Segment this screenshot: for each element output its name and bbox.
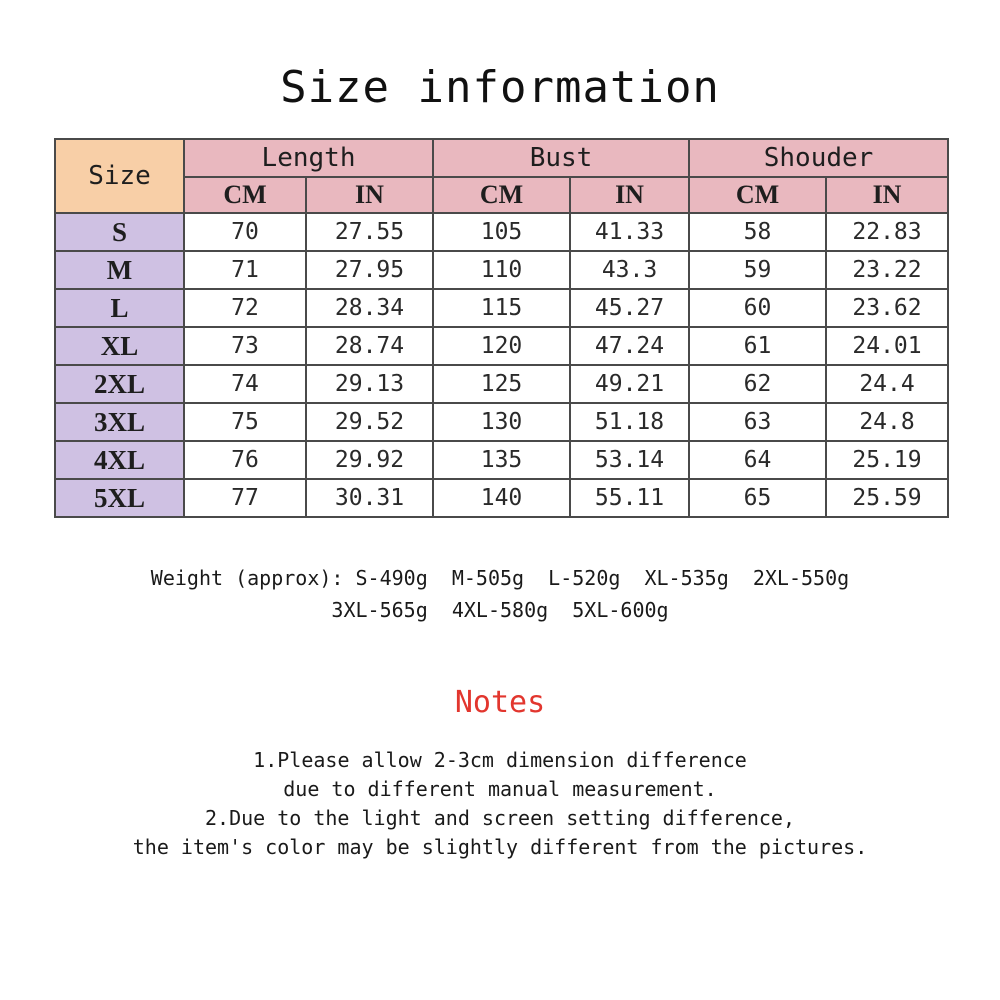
table-cell: 70	[184, 213, 306, 251]
table-cell: 43.3	[570, 251, 689, 289]
table-cell: 115	[433, 289, 570, 327]
unit-header: CM	[184, 177, 306, 213]
table-cell: 74	[184, 365, 306, 403]
table-cell: 47.24	[570, 327, 689, 365]
table-cell: 23.62	[826, 289, 948, 327]
unit-header: IN	[306, 177, 433, 213]
table-cell: 27.55	[306, 213, 433, 251]
table-cell: 77	[184, 479, 306, 517]
note-line: 2.Due to the light and screen setting difference,	[204, 806, 795, 830]
size-column-header: Size	[55, 139, 184, 213]
shoulder-header: Shouder	[689, 139, 948, 177]
unit-header: IN	[826, 177, 948, 213]
length-header: Length	[184, 139, 433, 177]
table-row	[55, 251, 948, 289]
table-cell: 140	[433, 479, 570, 517]
table-cell: 75	[184, 403, 306, 441]
table-cell: 59	[689, 251, 826, 289]
size-label: L	[55, 289, 184, 327]
size-chart	[54, 138, 948, 518]
table-cell: 76	[184, 441, 306, 479]
table-cell: 29.13	[306, 365, 433, 403]
table-row	[55, 441, 948, 479]
table-cell: 58	[689, 213, 826, 251]
table-cell: 105	[433, 213, 570, 251]
table-cell: 24.01	[826, 327, 948, 365]
unit-header: CM	[433, 177, 570, 213]
notes-text	[0, 746, 1000, 862]
size-label: M	[55, 251, 184, 289]
table-row	[55, 213, 948, 251]
table-cell: 61	[689, 327, 826, 365]
table-cell: 24.4	[826, 365, 948, 403]
table-cell: 25.19	[826, 441, 948, 479]
table-cell: 30.31	[306, 479, 433, 517]
table-cell: 49.21	[570, 365, 689, 403]
size-table	[54, 138, 949, 518]
table-cell: 55.11	[570, 479, 689, 517]
table-cell: 24.8	[826, 403, 948, 441]
size-label: 2XL	[55, 365, 184, 403]
table-cell: 110	[433, 251, 570, 289]
table-cell: 29.92	[306, 441, 433, 479]
table-cell: 135	[433, 441, 570, 479]
note-line: the item's color may be slightly different from the pictures.	[132, 835, 868, 859]
table-cell: 51.18	[570, 403, 689, 441]
weight-info	[0, 562, 1000, 626]
unit-header: IN	[570, 177, 689, 213]
table-cell: 28.34	[306, 289, 433, 327]
bust-header: Bust	[433, 139, 689, 177]
table-cell: 29.52	[306, 403, 433, 441]
weight-line: 3XL-565g 4XL-580g 5XL-600g	[331, 598, 669, 622]
size-label: 5XL	[55, 479, 184, 517]
note-line: due to different manual measurement.	[283, 777, 717, 801]
table-cell: 63	[689, 403, 826, 441]
notes-title: Notes	[454, 685, 546, 720]
table-cell: 120	[433, 327, 570, 365]
table-cell: 45.27	[570, 289, 689, 327]
table-row	[55, 479, 948, 517]
table-cell: 73	[184, 327, 306, 365]
size-label: XL	[55, 327, 184, 365]
table-cell: 130	[433, 403, 570, 441]
unit-header: CM	[689, 177, 826, 213]
note-line: 1.Please allow 2-3cm dimension difference	[253, 748, 747, 772]
table-cell: 41.33	[570, 213, 689, 251]
header-row-groups	[55, 139, 948, 177]
table-cell: 22.83	[826, 213, 948, 251]
table-cell: 23.22	[826, 251, 948, 289]
page-title: Size information	[280, 62, 720, 113]
header-row-units	[55, 177, 948, 213]
table-cell: 62	[689, 365, 826, 403]
weight-line: Weight (approx): S-490g M-505g L-520g XL-535g 2XL-550g	[150, 566, 850, 590]
table-cell: 28.74	[306, 327, 433, 365]
table-row	[55, 289, 948, 327]
table-row	[55, 403, 948, 441]
table-cell: 53.14	[570, 441, 689, 479]
table-body	[55, 139, 948, 517]
table-cell: 125	[433, 365, 570, 403]
table-cell: 65	[689, 479, 826, 517]
table-cell: 25.59	[826, 479, 948, 517]
table-cell: 72	[184, 289, 306, 327]
table-row	[55, 327, 948, 365]
size-label: S	[55, 213, 184, 251]
size-label: 3XL	[55, 403, 184, 441]
table-row	[55, 365, 948, 403]
table-cell: 64	[689, 441, 826, 479]
table-cell: 71	[184, 251, 306, 289]
table-cell: 60	[689, 289, 826, 327]
table-cell: 27.95	[306, 251, 433, 289]
size-label: 4XL	[55, 441, 184, 479]
